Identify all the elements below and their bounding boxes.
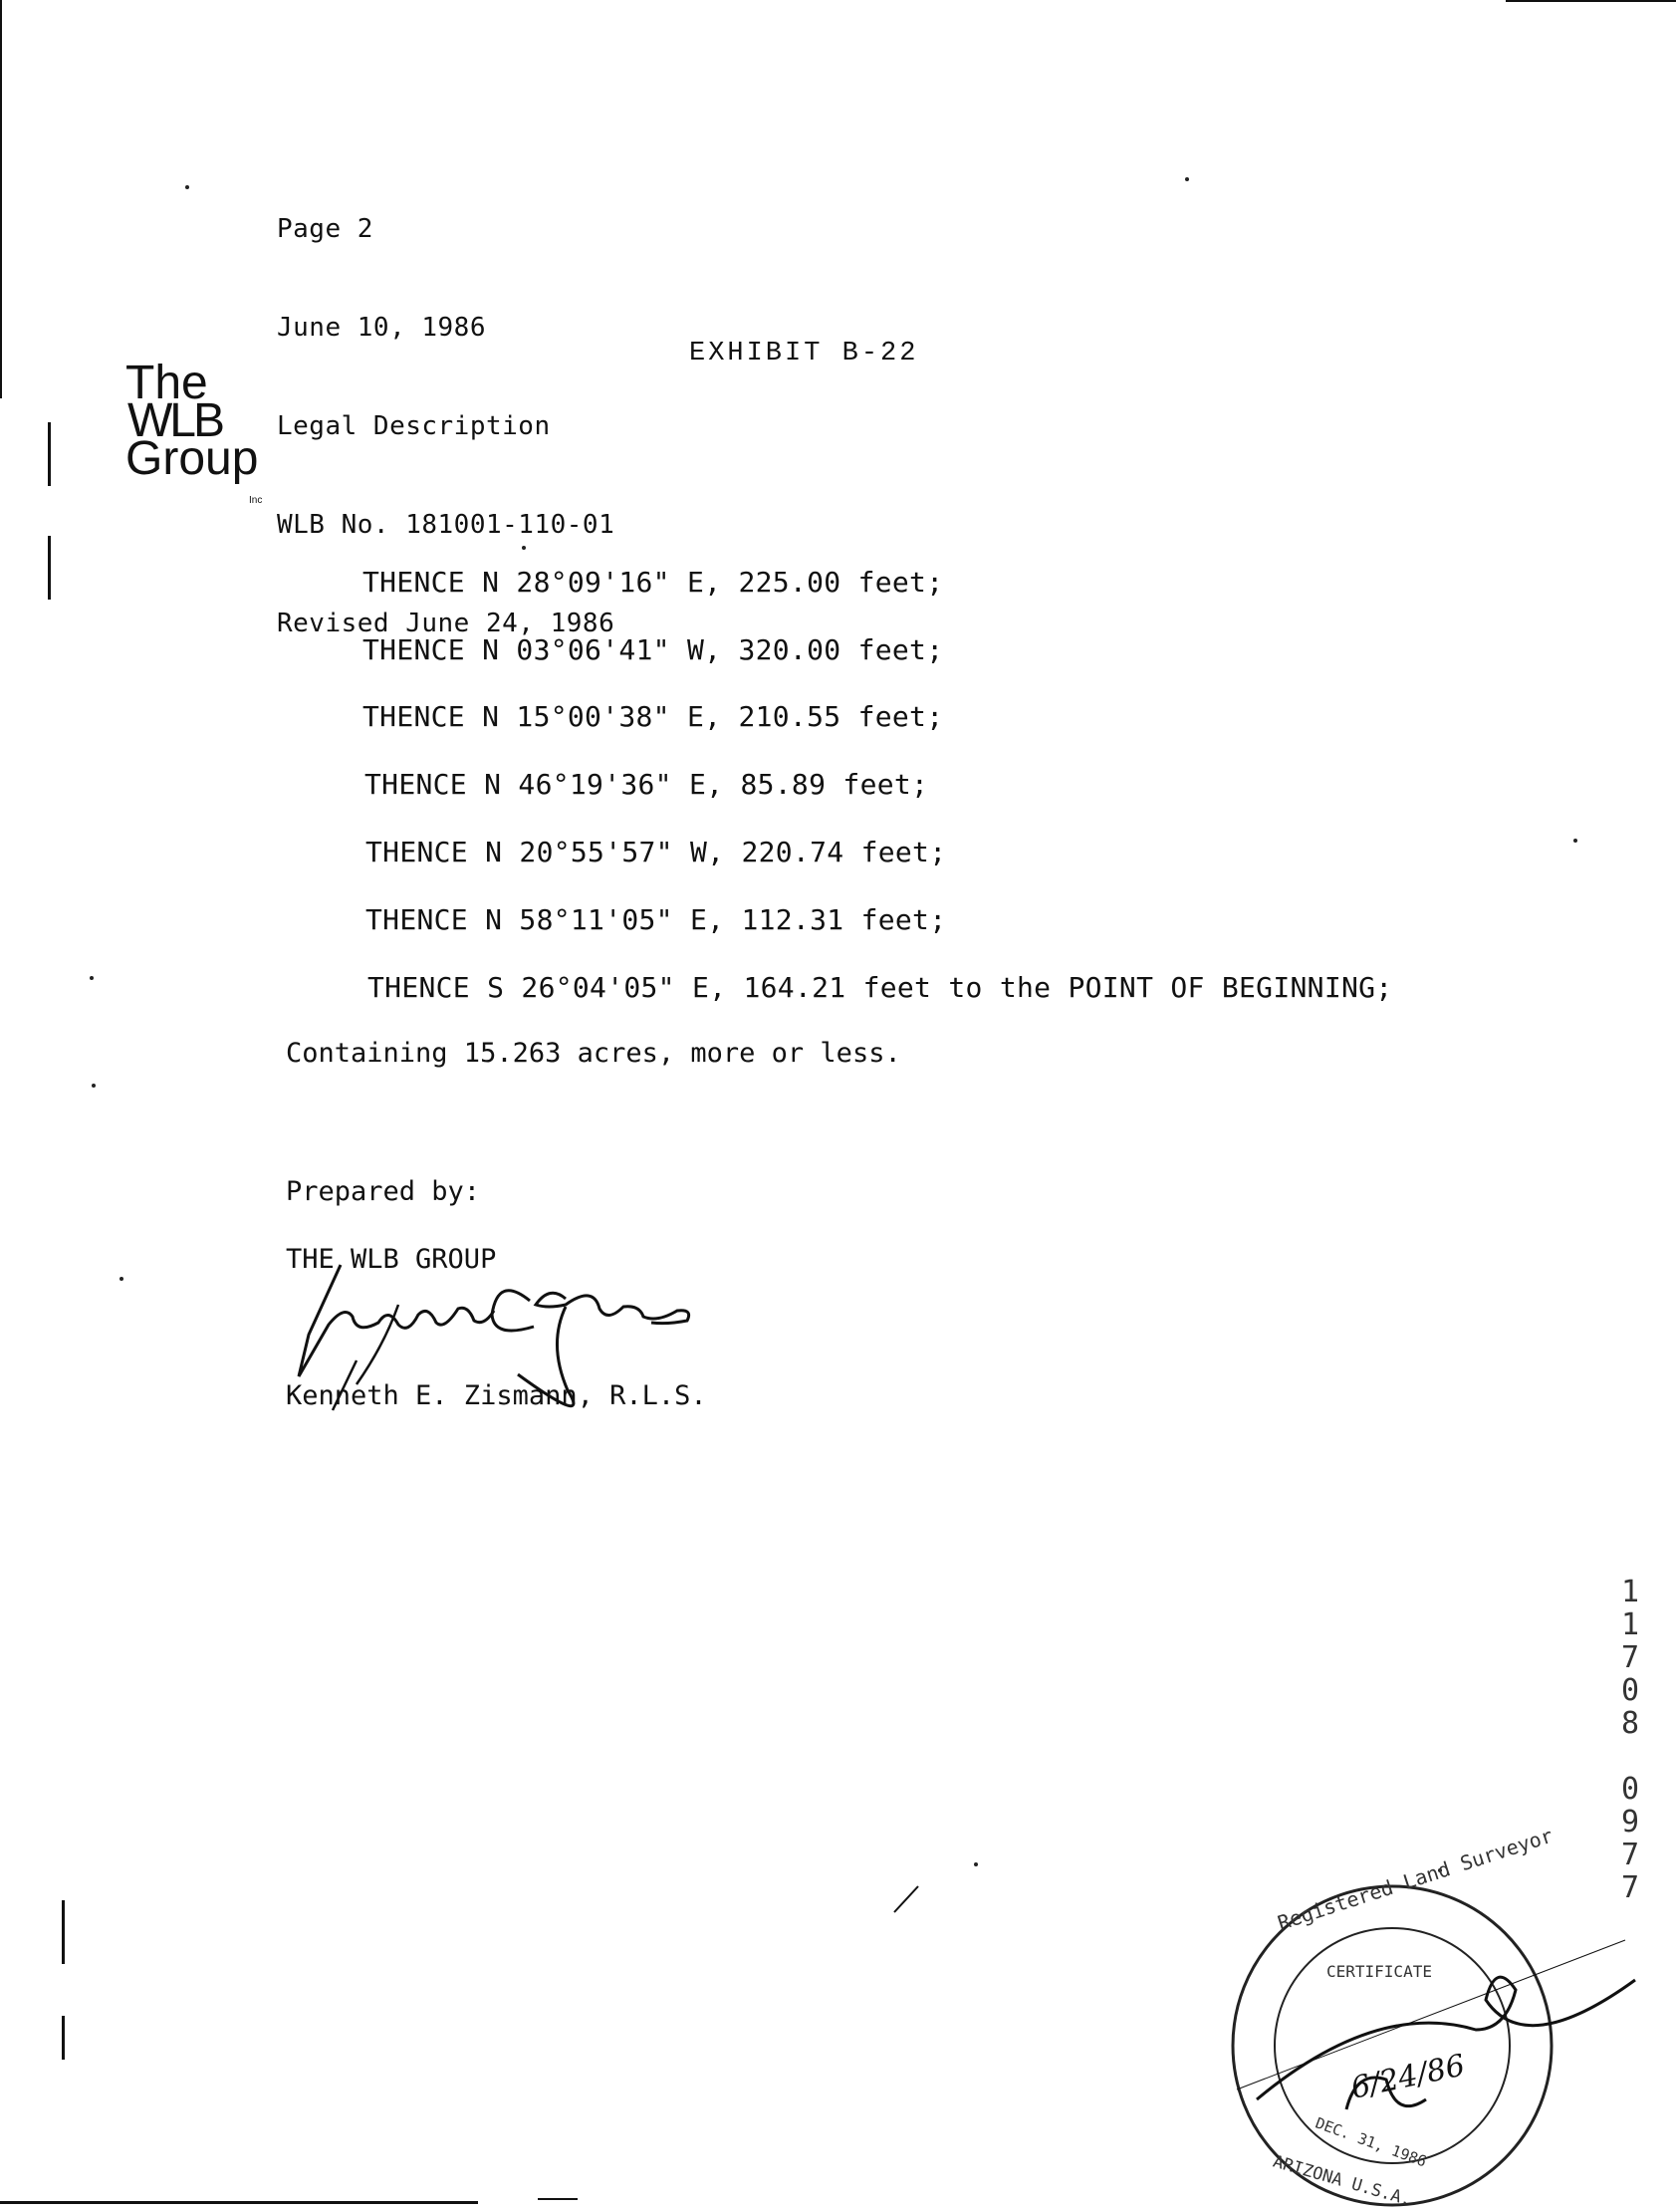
preparer-company: THE WLB GROUP <box>286 1244 497 1275</box>
header-page: Page 2 <box>277 214 373 244</box>
survey-call: THENCE N 03°06'41" W, 320.00 feet; <box>362 633 944 666</box>
acreage-statement: Containing 15.263 acres, more or less. <box>286 1038 901 1069</box>
logo-line-the: The <box>125 357 208 409</box>
survey-call: THENCE N 15°00'38" E, 210.55 feet; <box>362 700 944 733</box>
scan-speck <box>1185 177 1189 181</box>
document-header <box>277 147 614 706</box>
scan-margin-mark <box>1506 0 1676 2</box>
seal-ring-text: Registered Land Surveyor <box>1275 1823 1556 1935</box>
logo-inc: Inc <box>249 495 263 506</box>
logo-line-wlb: WLB <box>127 394 223 447</box>
scan-speck <box>120 1277 123 1281</box>
scan-speck <box>974 1862 978 1866</box>
survey-call: THENCE N 58°11'05" E, 112.31 feet; <box>365 903 947 936</box>
seal-date-handwritten: 6/24/86 <box>1347 2048 1469 2106</box>
seal-expiration: DEC. 31, 1986 <box>1313 2113 1429 2171</box>
logo-line-group: Group <box>125 432 259 485</box>
survey-call: THENCE N 20°55'57" W, 220.74 feet; <box>365 836 947 868</box>
seal-state: ARIZONA U.S.A. <box>1271 2151 1414 2211</box>
scan-margin-mark <box>62 1900 65 1964</box>
scan-speck <box>1573 839 1577 843</box>
header-revised-date: Revised June 24, 1986 <box>277 609 615 638</box>
survey-call: THENCE S 26°04'05" E, 164.21 feet to the POINT OF BEGINNING; <box>367 971 1393 1004</box>
seal-certificate: CERTIFICATE <box>1326 1962 1432 1981</box>
scan-margin-mark <box>62 2016 65 2060</box>
header-date: June 10, 1986 <box>277 313 486 343</box>
prepared-by-label: Prepared by: <box>286 1176 481 1207</box>
survey-call: THENCE N 46°19'36" E, 85.89 feet; <box>364 768 929 801</box>
document-control-number: 1 1 7 0 8 0 9 7 7 <box>1621 1575 1640 1905</box>
scan-margin-mark <box>48 536 51 600</box>
header-job-number: WLB No. 181001-110-01 <box>277 510 615 540</box>
scan-margin-mark <box>48 422 51 486</box>
handwritten-signature <box>249 1265 707 1444</box>
wlb-group-logo <box>125 357 263 506</box>
bottom-rule <box>0 2201 478 2204</box>
stray-pen-mark <box>892 1884 922 1914</box>
bottom-rule <box>538 2198 578 2200</box>
scan-speck <box>185 185 189 189</box>
scan-margin-mark <box>0 0 2 398</box>
survey-call: THENCE N 28°09'16" E, 225.00 feet; <box>362 566 944 599</box>
scan-speck <box>90 976 94 980</box>
exhibit-label: EXHIBIT B-22 <box>689 339 919 369</box>
signer-name: Kenneth E. Zismann, R.L.S. <box>286 1380 707 1411</box>
header-subject: Legal Description <box>277 411 551 441</box>
scan-speck <box>92 1084 96 1088</box>
